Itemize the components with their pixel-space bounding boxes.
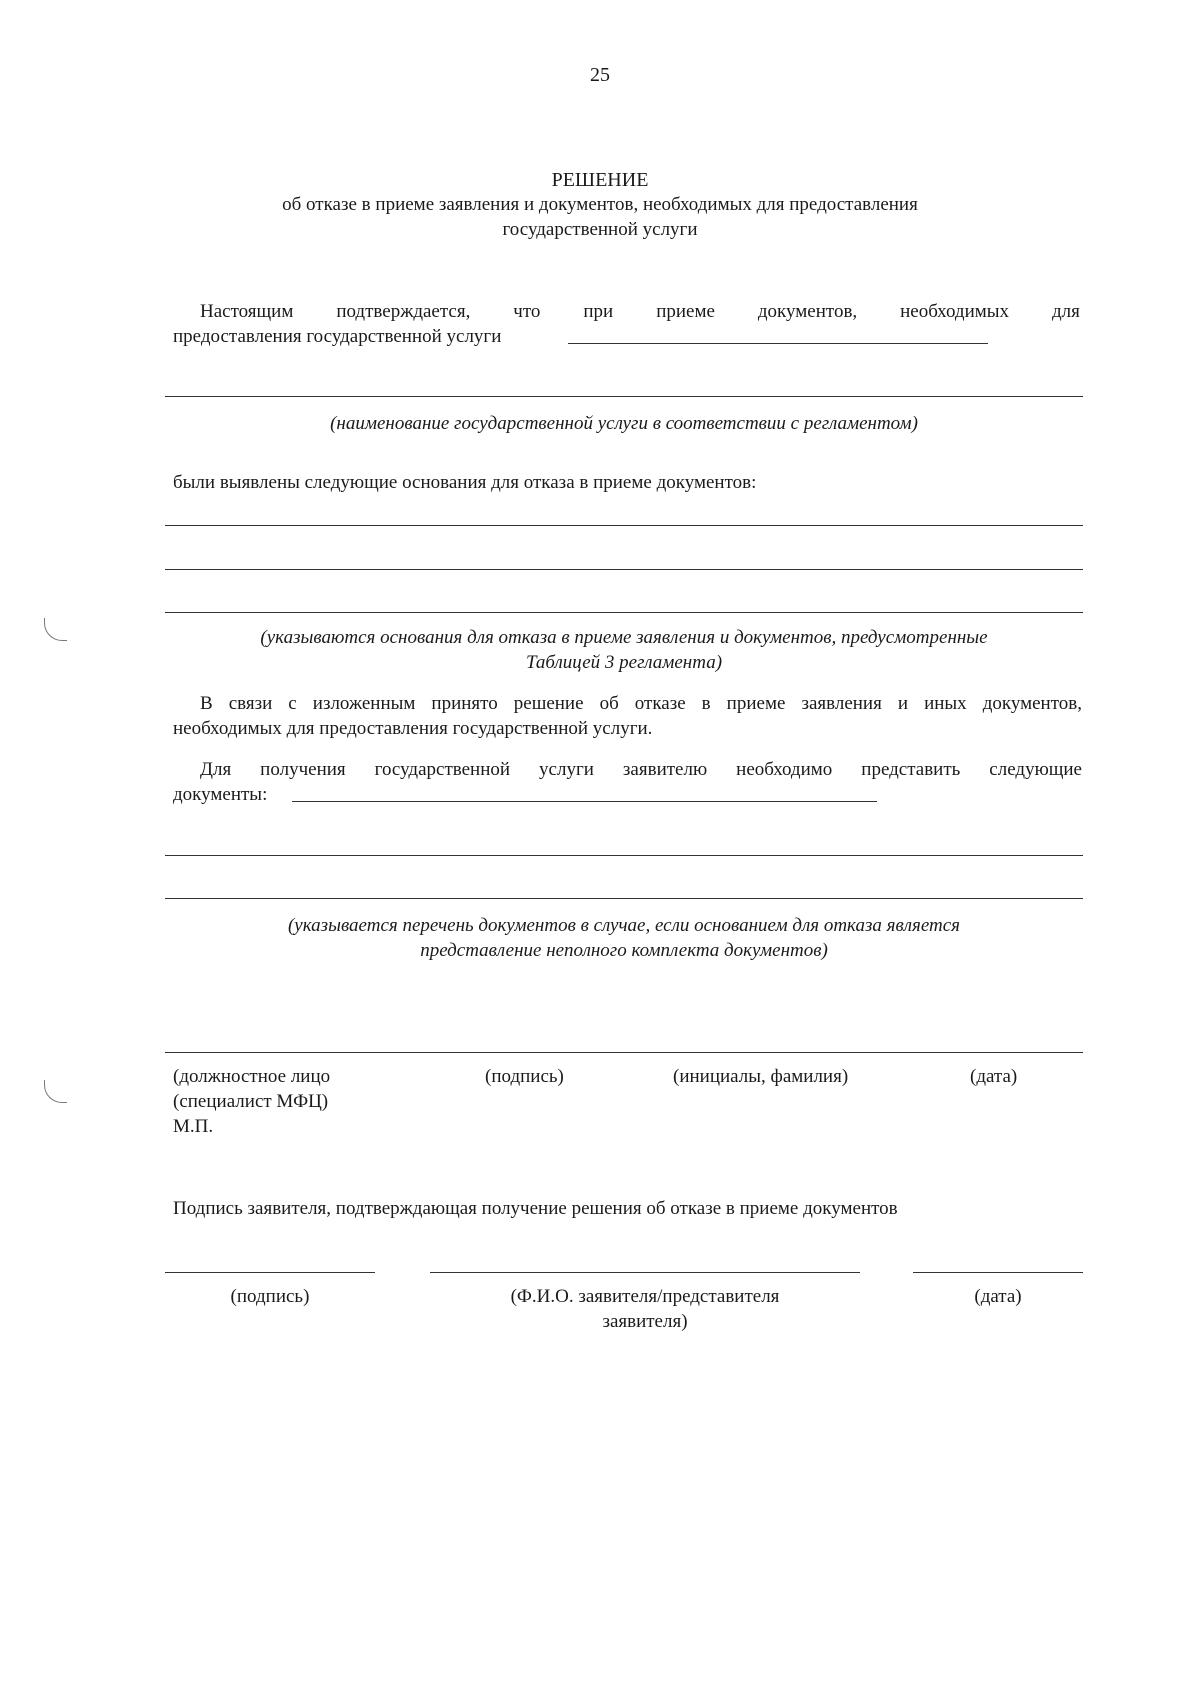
official-name-label: (инициалы, фамилия) xyxy=(673,1066,849,1087)
hint-service-name: (наименование государственной услуги в соответствии с регламентом) xyxy=(330,413,918,434)
document-subtitle-line1: об отказе в приеме заявления и документов, необходимых для предоставления xyxy=(282,194,918,215)
applicant-name-label-line2: заявителя) xyxy=(602,1311,688,1332)
decision-line1: В связи с изложенным принято решение об отказе в приеме заявления и иных документов, xyxy=(200,693,1082,714)
documents-blank-line-2[interactable] xyxy=(165,855,1083,856)
applicant-date-label: (дата) xyxy=(974,1286,1022,1307)
applicant-name-line[interactable] xyxy=(430,1272,860,1273)
word: документов, xyxy=(757,301,858,322)
official-signature-line[interactable] xyxy=(165,1052,1083,1053)
applicant-name-label-line1: (Ф.И.О. заявителя/представителя xyxy=(510,1286,780,1307)
applicant-signature-line[interactable] xyxy=(165,1272,375,1273)
applicant-confirmation-text: Подпись заявителя, подтверждающая получение решения об отказе в приеме документов xyxy=(173,1198,898,1219)
binding-hole-mark xyxy=(44,1080,67,1103)
official-signature-label: (подпись) xyxy=(485,1066,564,1087)
hint-grounds-line1: (указываются основания для отказа в приеме заявления и документов, предусмотренные xyxy=(260,627,988,648)
stamp-place-label: М.П. xyxy=(173,1116,214,1137)
hint-documents-line1: (указывается перечень документов в случае, если основанием для отказа является xyxy=(287,915,960,936)
documents-line2: документы: xyxy=(173,784,268,805)
official-date-label: (дата) xyxy=(970,1066,1018,1087)
hint-grounds-line2: Таблицей 3 регламента) xyxy=(525,652,723,673)
service-name-blank-line[interactable] xyxy=(568,343,988,344)
applicant-date-line[interactable] xyxy=(913,1272,1083,1273)
word: при xyxy=(583,301,614,322)
service-name-blank-line-full[interactable] xyxy=(165,396,1083,397)
confirmation-paragraph-line2: предоставления государственной услуги xyxy=(173,326,502,347)
grounds-blank-line-2[interactable] xyxy=(165,569,1083,570)
documents-blank-line[interactable] xyxy=(292,801,877,802)
word: необходимых xyxy=(900,301,1010,322)
document-title: РЕШЕНИЕ xyxy=(551,169,649,191)
page-number: 25 xyxy=(590,64,610,86)
confirmation-paragraph-line1 xyxy=(200,299,1080,324)
binding-hole-mark xyxy=(44,618,67,641)
grounds-intro: были выявлены следующие основания для отказа в приеме документов: xyxy=(173,472,757,493)
official-position-line1: (должностное лицо xyxy=(173,1066,331,1087)
applicant-signature-label: (подпись) xyxy=(230,1286,310,1307)
grounds-blank-line-3[interactable] xyxy=(165,612,1083,613)
word: Настоящим xyxy=(200,301,294,322)
documents-blank-line-3[interactable] xyxy=(165,898,1083,899)
hint-documents-line2: представление неполного комплекта документов) xyxy=(420,940,828,961)
word: подтверждается, xyxy=(336,301,471,322)
grounds-blank-line-1[interactable] xyxy=(165,525,1083,526)
word: что xyxy=(513,301,541,322)
word: для xyxy=(1052,301,1080,322)
document-subtitle-line2: государственной услуги xyxy=(502,219,698,240)
word: приеме xyxy=(656,301,715,322)
documents-line1: Для получения государственной услуги заявителю необходимо представить следующие xyxy=(200,759,1082,780)
official-position-line2: (специалист МФЦ) xyxy=(173,1091,329,1112)
decision-line2: необходимых для предоставления государственной услуги. xyxy=(173,718,653,739)
